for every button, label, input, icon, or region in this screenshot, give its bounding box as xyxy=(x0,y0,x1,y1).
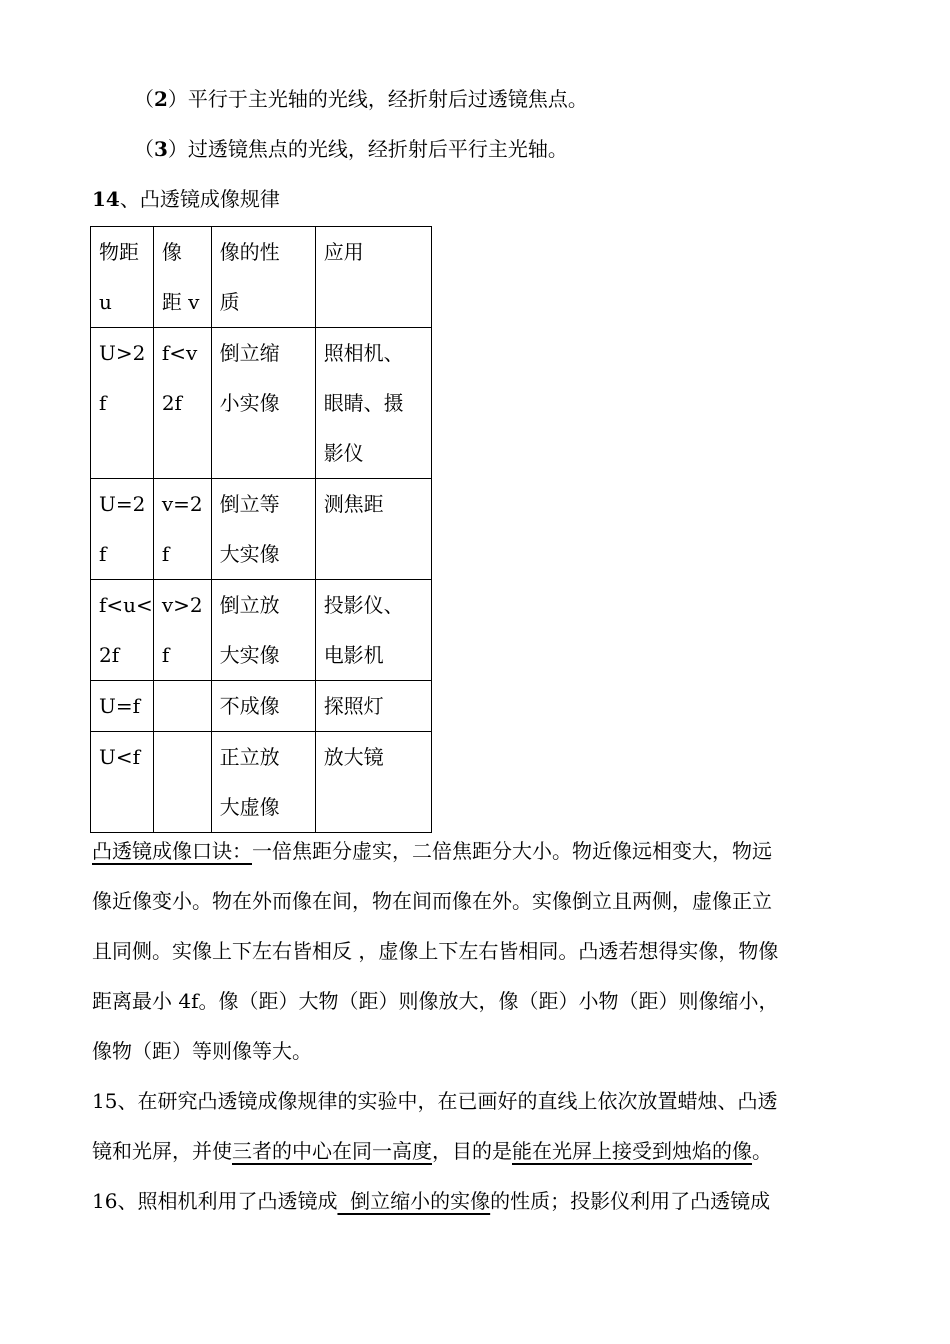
cell-object-distance: f<u< 2f xyxy=(91,580,154,681)
cell-image-nature: 倒立放 大实像 xyxy=(211,580,315,681)
rule-3-text: 过透镜焦点的光线，经折射后平行主光轴。 xyxy=(187,137,568,161)
section-14-title: 、凸透镜成像规律 xyxy=(119,187,280,211)
table-header-row xyxy=(91,227,432,328)
header-object-distance: 物距 u xyxy=(91,227,154,328)
cell-image-nature: 不成像 xyxy=(211,681,315,732)
rule-2-number: 2 xyxy=(154,87,168,111)
cell-image-distance xyxy=(153,681,211,732)
cell-object-distance: U<f xyxy=(91,732,154,833)
cell-image-distance: v>2 f xyxy=(153,580,211,681)
cell-image-distance: v=2 f xyxy=(153,479,211,580)
table-row xyxy=(91,328,432,479)
answer-receive-image: 能在光屏上接受到烛焰的像 xyxy=(512,1139,752,1163)
header-application: 应用 xyxy=(315,227,431,328)
cell-application: 放大镜 xyxy=(315,732,431,833)
cell-application: 测焦距 xyxy=(315,479,431,580)
table-row xyxy=(91,580,432,681)
lens-imaging-table xyxy=(90,226,432,833)
answer-inverted-reduced-real-image: 倒立缩小的实像 xyxy=(337,1189,491,1213)
cell-image-distance: f<v 2f xyxy=(153,328,211,479)
cell-application: 投影仪、 电影机 xyxy=(315,580,431,681)
cell-image-distance xyxy=(153,732,211,833)
section-14-number: 14 xyxy=(92,187,120,211)
cell-application: 探照灯 xyxy=(315,681,431,732)
cell-image-nature: 正立放 大虚像 xyxy=(211,732,315,833)
cell-object-distance: U=2 f xyxy=(91,479,154,580)
section-16-line: 16、照相机利用了凸透镜成 倒立缩小的实像的性质；投影仪利用了凸透镜成 xyxy=(92,1189,771,1213)
mnemonic-line-5: 像物（距）等则像等大。 xyxy=(92,1039,312,1063)
mnemonic-line-4: 距离最小 4f。像（距）大物（距）则像放大，像（距）小物（距）则像缩小， xyxy=(92,989,779,1013)
mnemonic-line-2: 像近像变小。物在外而像在间，物在间而像在外。实像倒立且两侧，虚像正立 xyxy=(92,889,772,913)
cell-object-distance: U>2 f xyxy=(91,328,154,479)
rule-2-text: 平行于主光轴的光线，经折射后过透镜焦点。 xyxy=(187,87,588,111)
cell-object-distance: U=f xyxy=(91,681,154,732)
section-15-line-1: 15、在研究凸透镜成像规律的实验中，在已画好的直线上依次放置蜡烛、凸透 xyxy=(92,1089,778,1113)
table-row xyxy=(91,681,432,732)
mnemonic-line-3: 且同侧。实像上下左右皆相反 ，虚像上下左右皆相同。凸透若想得实像，物像 xyxy=(92,939,779,963)
cell-image-nature: 倒立缩 小实像 xyxy=(211,328,315,479)
mnemonic-line-1: 凸透镜成像口诀：一倍焦距分虚实，二倍焦距分大小。物近像远相变大，物远 xyxy=(92,839,772,863)
header-image-distance: 像 距 v xyxy=(153,227,211,328)
rule-3-number: 3 xyxy=(154,137,168,161)
table-row xyxy=(91,732,432,833)
answer-same-height: 三者的中心在同一高度 xyxy=(232,1139,432,1163)
header-image-nature: 像的性 质 xyxy=(211,227,315,328)
cell-application: 照相机、 眼睛、摄 影仪 xyxy=(315,328,431,479)
mnemonic-label: 凸透镜成像口诀： xyxy=(92,839,252,863)
table-row xyxy=(91,479,432,580)
section-15-line-2: 镜和光屏，并使三者的中心在同一高度，目的是能在光屏上接受到烛焰的像。 xyxy=(92,1139,772,1163)
section-14-heading xyxy=(92,174,280,224)
rule-2-line: （2）平行于主光轴的光线，经折射后过透镜焦点。 xyxy=(134,87,588,111)
rule-3-line: （3）过透镜焦点的光线，经折射后平行主光轴。 xyxy=(134,137,568,161)
cell-image-nature: 倒立等 大实像 xyxy=(211,479,315,580)
